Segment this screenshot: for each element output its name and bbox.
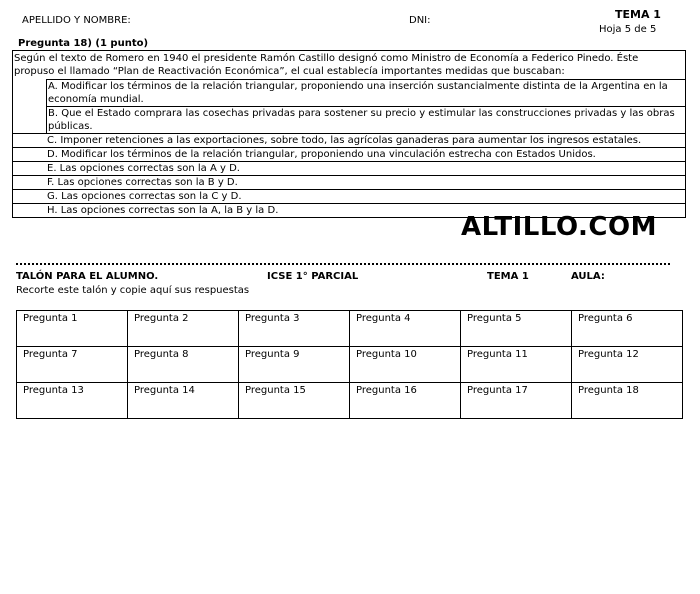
answer-cell[interactable]: Pregunta 6 <box>572 311 683 347</box>
stem-line-2: propuso el llamado “Plan de Reactivación Económica”, el cual establecía importantes medidas que buscaban: <box>14 66 565 77</box>
grid-row <box>17 383 683 419</box>
option-b: B. Que el Estado comprara las cosechas privadas para sostener su precio y estimular las construcciones privadas y las obras públicas. <box>46 106 685 133</box>
name-label: APELLIDO Y NOMBRE: <box>22 15 131 26</box>
answer-cell[interactable]: Pregunta 8 <box>128 347 239 383</box>
option-c: C. Imponer retenciones a las exportaciones, sobre todo, las agrícolas ganaderas para aumentar los ingresos estatales. <box>13 133 685 147</box>
grid-row <box>17 347 683 383</box>
altillo-logo: ALTILLO.COM <box>461 212 657 242</box>
answer-cell[interactable]: Pregunta 7 <box>17 347 128 383</box>
cut-line <box>16 263 670 265</box>
option-a: A. Modificar los términos de la relación triangular, proponiendo una inserción sustancialmente distinta de la Argentina en la economía mundial. <box>46 79 685 106</box>
option-h: H. Las opciones correctas son la A, la B y la D. <box>13 203 685 217</box>
option-f: F. Las opciones correctas son la B y D. <box>13 175 685 189</box>
talon-tema: TEMA 1 <box>487 271 529 282</box>
answer-grid <box>16 310 683 419</box>
dni-label: DNI: <box>409 15 431 26</box>
option-e: E. Las opciones correctas son la A y D. <box>13 161 685 175</box>
talon-instruction: Recorte este talón y copie aquí sus respuestas <box>16 285 250 296</box>
option-d: D. Modificar los términos de la relación triangular, proponiendo una vinculación estrecha con Estados Unidos. <box>13 147 685 161</box>
stem-line-1: Según el texto de Romero en 1940 el presidente Ramón Castillo designó como Ministro de Economía a Federico Pinedo. Éste <box>14 53 639 64</box>
answer-cell[interactable]: Pregunta 14 <box>128 383 239 419</box>
answer-cell[interactable]: Pregunta 2 <box>128 311 239 347</box>
answer-cell[interactable]: Pregunta 5 <box>461 311 572 347</box>
answer-cell[interactable]: Pregunta 9 <box>239 347 350 383</box>
answer-cell[interactable]: Pregunta 17 <box>461 383 572 419</box>
grid-row <box>17 311 683 347</box>
answer-cell[interactable]: Pregunta 13 <box>17 383 128 419</box>
tema-label: TEMA 1 <box>615 8 661 21</box>
question-stem <box>13 51 685 79</box>
answer-cell[interactable]: Pregunta 4 <box>350 311 461 347</box>
aula-label: AULA: <box>571 271 605 282</box>
answer-cell[interactable]: Pregunta 16 <box>350 383 461 419</box>
answer-cell[interactable]: Pregunta 3 <box>239 311 350 347</box>
talon-title: TALÓN PARA EL ALUMNO. <box>16 271 159 282</box>
option-g: G. Las opciones correctas son la C y D. <box>13 189 685 203</box>
answer-cell[interactable]: Pregunta 15 <box>239 383 350 419</box>
answer-cell[interactable]: Pregunta 10 <box>350 347 461 383</box>
course-label: ICSE 1° PARCIAL <box>267 271 359 282</box>
answer-cell[interactable]: Pregunta 12 <box>572 347 683 383</box>
answer-cell[interactable]: Pregunta 18 <box>572 383 683 419</box>
question-box <box>12 50 686 218</box>
answer-cell[interactable]: Pregunta 1 <box>17 311 128 347</box>
page-counter: Hoja 5 de 5 <box>599 24 657 35</box>
question-title: Pregunta 18) (1 punto) <box>18 38 149 49</box>
answer-cell[interactable]: Pregunta 11 <box>461 347 572 383</box>
